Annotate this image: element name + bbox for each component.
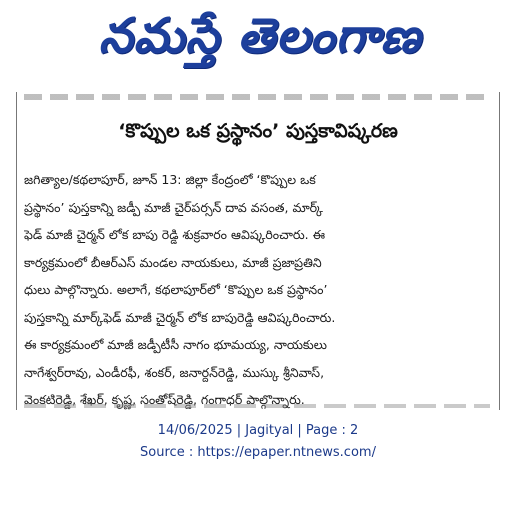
article-line: నాగేశ్వర్‌రావు, ఎండీరఫీ, శంకర్, జనార్దన్‌రెడ్డి, ముస్కు శ్రీనివాస్, bbox=[24, 364, 325, 380]
article-line: వెంకటిరెడ్డి, శేఖర్, కృష్ణ, సంతోష్‌రెడ్డి, గంగాధర్ పాల్గొన్నారు. bbox=[24, 392, 305, 407]
date-edition-page: 14/06/2025 | Jagityal | Page : 2 bbox=[157, 423, 359, 438]
article-headline: ‘కొప్పుల ఒక ప్రస్థానం’ పుస్తకావిష్కరణ bbox=[118, 120, 398, 142]
newspaper-masthead bbox=[40, 6, 480, 78]
article-line: ఫెడ్ మాజీ చైర్మన్ లోక బాపు రెడ్డి శుక్రవారం ఆవిష్కరించారు. ఈ bbox=[24, 227, 326, 242]
article-line: ధులు పాల్గొన్నారు. అలాగే, కథలాపూర్‌లో ‘కొప్పుల ఒక ప్రస్థానం’ bbox=[24, 282, 328, 297]
article-line: కార్యక్రమంలో బీఆర్ఎస్ మండల నాయకులు, మాజీ ప్రజాప్రతిని bbox=[24, 254, 322, 270]
article-line: జగిత్యాల/కథలాపూర్, జూన్ 13: జిల్లా కేంద్రంలో ‘కొప్పుల ఒక bbox=[24, 172, 316, 187]
article-line: ప్రస్థానం’ పుస్తకాన్ని జడ్పీ మాజీ చైర్‌పర్సన్ దావ వసంత, మార్క్ bbox=[24, 199, 323, 215]
publication-info bbox=[0, 420, 516, 464]
bottom-divider bbox=[24, 404, 490, 408]
source-link[interactable]: Source : https://epaper.ntnews.com/ bbox=[140, 445, 376, 460]
masthead-title: నమస్తే తెలంగాణ bbox=[98, 8, 422, 64]
article-line: పుస్తకాన్ని మార్క్‌ఫెడ్ మాజీ చైర్మన్ లోక బాపురెడ్డి ఆవిష్కరించారు. bbox=[24, 309, 336, 325]
top-divider bbox=[24, 94, 490, 100]
article-line: ఈ కార్యక్రమంలో మాజీ జడ్పీటీసీ నాగం భూమయ్య, నాయకులు bbox=[24, 337, 327, 352]
article-body bbox=[24, 166, 490, 414]
